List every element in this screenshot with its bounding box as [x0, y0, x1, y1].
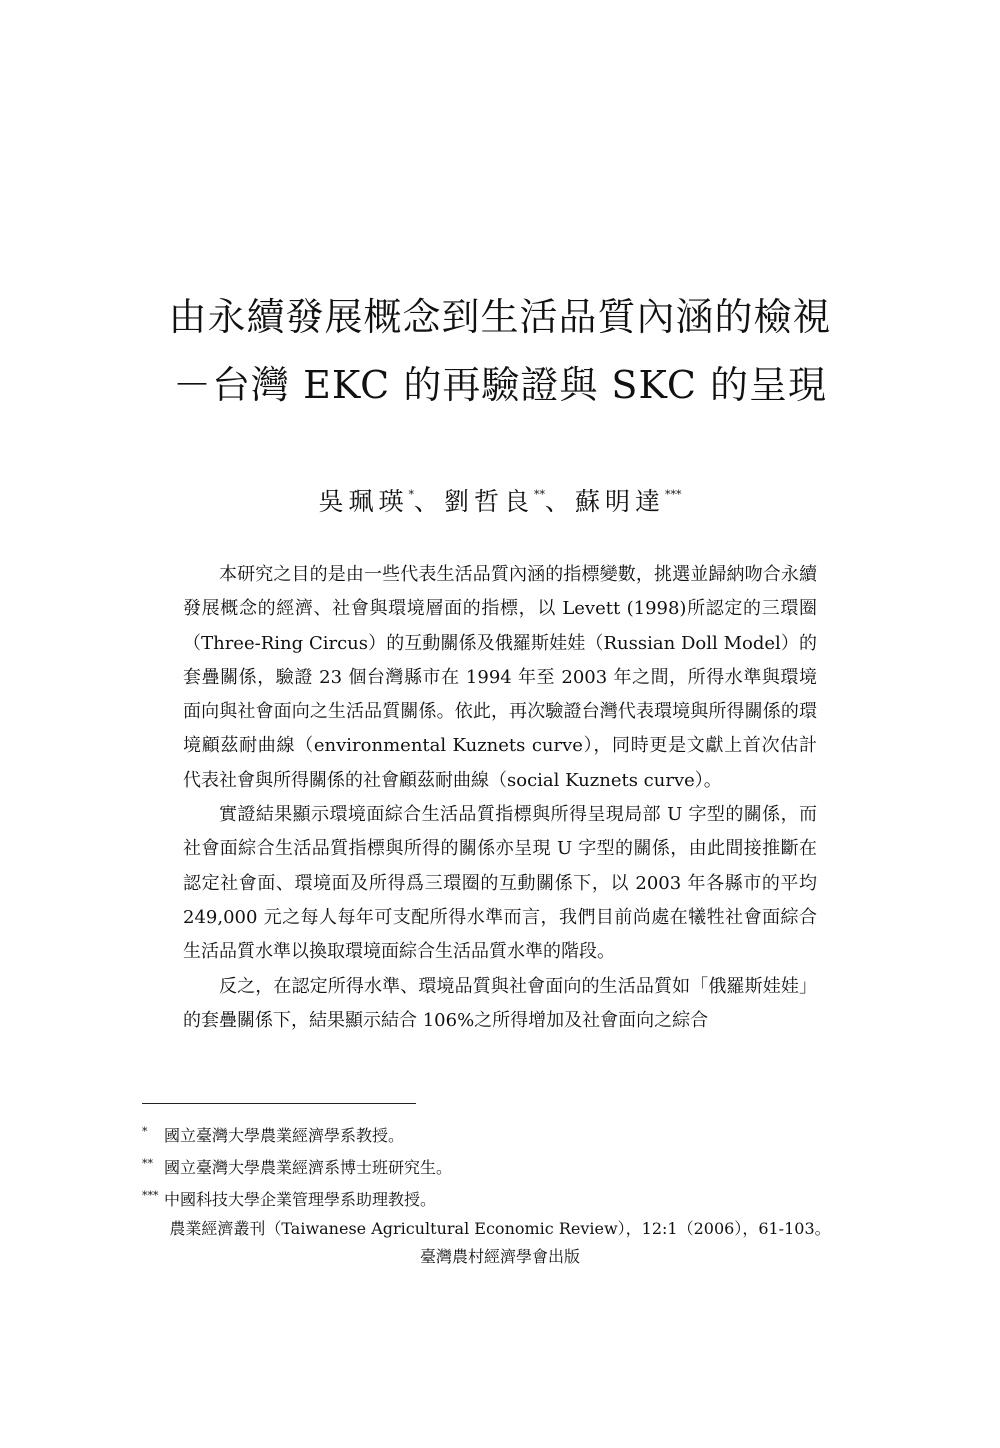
author-footnote-mark: ** — [534, 488, 545, 501]
author-footnote-mark: *** — [665, 488, 682, 501]
footnote-mark: ** — [142, 1157, 153, 1170]
publisher-line: 臺灣農村經濟學會出版 — [419, 1247, 580, 1266]
abstract-paragraph: 本研究之目的是由一些代表生活品質內涵的指標變數，挑選並歸納吻合永續發展概念的經濟、社會與環境層面的指標，以 Levett (1998)所認定的三環圈（Three-Ring Circus）的互動關係及俄羅斯娃娃（Russian Doll Model）的套疊關係，驗證 23 個台灣縣市在 1994 年至 2003 年之間，所得水準與環境面向與社會面向之生活品質關係。依此，再次驗證台灣代表環境與所得關係的環境顧茲耐曲線（environmental Kuznets curve），同時更是文獻上首次估計代表社會與所得關係的社會顧茲耐曲線（social Kuznets curve）。 — [183, 564, 817, 791]
abstract — [183, 558, 817, 1038]
abstract-paragraph: 實證結果顯示環境面綜合生活品質指標與所得呈現局部 U 字型的關係，而社會面綜合生活品質指標與所得的關係亦呈現 U 字型的關係，由此間接推斷在認定社會面、環境面及所得爲三環圈的互動關係下，以 2003 年各縣市的平均 249,000 元之每人每年可支配所得水準而言，我們目前尚處在犧牲社會面綜合生活品質水準以換取環境面綜合生活品質水準的階段。 — [183, 804, 817, 963]
journal-citation — [0, 1215, 1000, 1271]
footnote-divider — [142, 1103, 416, 1104]
footnotes — [142, 1118, 452, 1214]
footnote — [142, 1118, 452, 1150]
author-footnote-mark: * — [408, 488, 414, 501]
author-name: 吳珮瑛 — [318, 487, 409, 516]
citation-line: 農業經濟叢刊（Taiwanese Agricultural Economic Review），12:1（2006），61-103。 — [169, 1219, 831, 1238]
author-list — [0, 482, 1000, 518]
footnote — [142, 1182, 452, 1214]
footnote — [142, 1150, 452, 1182]
author-name: 蘇明達 — [575, 487, 666, 516]
author-separator: 、 — [545, 487, 576, 516]
footnote-mark: *** — [142, 1189, 159, 1202]
abstract-paragraph: 反之，在認定所得水準、環境品質與社會面向的生活品質如「俄羅斯娃娃」的套疊關係下，結果顯示結合 106%之所得增加及社會面向之綜合 — [183, 975, 817, 1031]
title-line-1: 由永續發展概念到生活品質內涵的檢視 — [168, 295, 832, 339]
footnote-text: 國立臺灣大學農業經濟學系教授。 — [164, 1126, 405, 1145]
author-name: 劉哲良 — [443, 487, 534, 516]
footnote-text: 國立臺灣大學農業經濟系博士班研究生。 — [164, 1158, 453, 1177]
author-separator: 、 — [413, 487, 444, 516]
footnote-text: 中國科技大學企業管理學系助理教授。 — [164, 1190, 437, 1209]
title-line-2: －台灣 EKC 的再驗證與 SKC 的呈現 — [173, 363, 827, 407]
footnote-mark: * — [142, 1125, 148, 1138]
